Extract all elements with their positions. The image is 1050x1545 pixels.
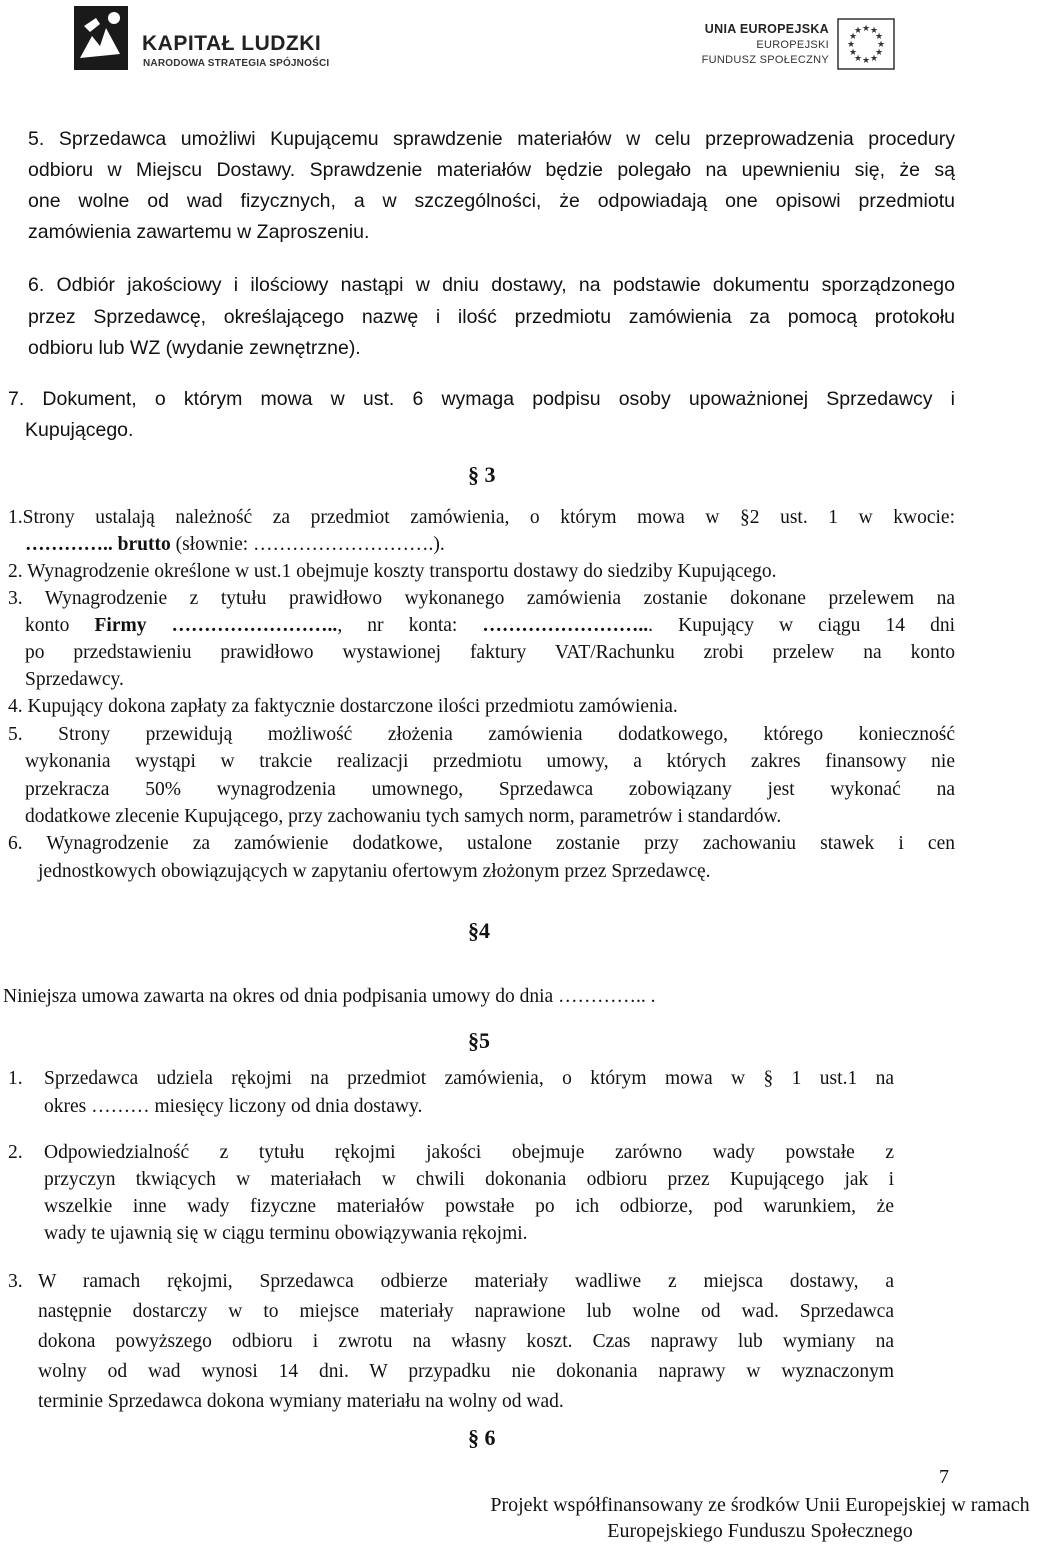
footer-line2: Europejskiego Funduszu Społecznego (607, 1520, 913, 1542)
s3-item3-line3: po przedstawieniu prawidłowo wystawionej faktury VAT/Rachunku zrobi przelew na konto (25, 642, 955, 663)
kapital-ludzki-emblem-icon (70, 6, 134, 74)
p6-line3: odbioru lub WZ (wydanie zewnętrzne). (28, 337, 361, 359)
s3-konto-label: konto (25, 615, 95, 636)
s3-item5-line4: dodatkowe zlecenie Kupującego, przy zachowaniu tych samych norm, parametrów i standardów. (25, 806, 782, 827)
s5-item2-line3: wszelkie inne wady fizyczne materiałów powstałe po ich odbiorze, pod warunkiem, że (44, 1196, 894, 1217)
p5-line4: zamówienia zawartemu w Zaproszeniu. (28, 221, 370, 243)
s3-account-number: …………………….. (482, 615, 649, 636)
s3-item6-line1: 6. Wynagrodzenie za zamówienie dodatkowe, ustalone zostanie przy zachowaniu stawek i cen (8, 833, 955, 854)
svg-text:★: ★ (848, 32, 858, 42)
p6-line2: przez Sprzedawcę, określającego nazwę i ilość przedmiotu zamówienia za pomocą protokołu (28, 306, 955, 328)
svg-text:★: ★ (853, 54, 863, 64)
p7-line2: Kupującego. (25, 419, 134, 441)
svg-text:★: ★ (846, 40, 856, 50)
s5-item3-number: 3. (8, 1271, 23, 1292)
s3-item5-line3: przekracza 50% wynagrodzenia umownego, Sprzedawca zobowiązany jest wykonać na (25, 779, 955, 800)
svg-text:★: ★ (853, 26, 863, 36)
s5-item3-line2: następnie dostarczy w to miejsce materiały naprawione lub wolne od wad. Sprzedawca (38, 1301, 894, 1322)
s5-item3-line1: W ramach rękojmi, Sprzedawca odbierze materiały wadliwe z miejsca dostawy, a (38, 1271, 894, 1292)
svg-text:★: ★ (869, 26, 879, 36)
s3-firm-name: Firmy …………………….. (94, 615, 338, 636)
svg-text:★: ★ (848, 48, 858, 58)
s3-account-label: , nr konta: (337, 615, 483, 636)
svg-text:★: ★ (874, 32, 884, 42)
svg-text:★: ★ (861, 56, 871, 66)
s3-item2: 2. Wynagrodzenie określone w ust.1 obejmuje koszty transportu dostawy do siedziby Kupującego. (8, 561, 777, 582)
p5-line2: odbioru w Miejscu Dostawy. Sprawdzenie materiałów będzie polegało na upewnieniu się, że są (28, 159, 955, 181)
eu-logo-line3: FUNDUSZ SPOŁECZNY (701, 54, 829, 66)
s3-payment-term: . Kupujący w ciągu 14 dni (648, 615, 955, 636)
s3-item5-line1: 5. Strony przewidują możliwość złożenia zamówienia dodatkowego, którego konieczność (8, 724, 955, 745)
s3-item3-line4: Sprzedawcy. (25, 669, 124, 690)
svg-text:★: ★ (876, 40, 886, 50)
s5-item1-line1: Sprzedawca udziela rękojmi na przedmiot zamówienia, o którym mowa w § 1 ust.1 na (44, 1068, 894, 1089)
eu-flag-icon (837, 18, 895, 70)
kapital-ludzki-title: KAPITAŁ LUDZKI (142, 32, 322, 55)
kapital-ludzki-logo (70, 6, 350, 78)
s3-item1-line1: 1.Strony ustalają należność za przedmiot zamówienia, o którym mowa w §2 ust. 1 w kwocie: (8, 507, 955, 528)
s5-item2-number: 2. (8, 1142, 23, 1163)
s5-item2-line1: Odpowiedzialność z tytułu rękojmi jakości obejmuje zarówno wady powstałe z (44, 1142, 894, 1163)
s3-item3-line2 (25, 614, 955, 638)
kapital-ludzki-subtitle: NARODOWA STRATEGIA SPÓJNOŚCI (143, 58, 330, 69)
s5-item3-line3: dokona powyższego odbioru i zwrotu na własny koszt. Czas naprawy lub wymiany na (38, 1331, 894, 1352)
s5-item1-number: 1. (8, 1068, 23, 1089)
p7-line1: 7. Dokument, o którym mowa w ust. 6 wymaga podpisu osoby upoważnionej Sprzedawcy i (8, 388, 955, 410)
s3-item5-line2: wykonania wystąpi w trakcie realizacji przedmiotu umowy, a których zakres finansowy nie (25, 751, 955, 772)
s4-text: Niniejsza umowa zawarta na okres od dnia podpisania umowy do dnia ………….. . (3, 986, 656, 1007)
s5-item2-line2: przyczyn tkwiących w materiałach w chwili dokonania odbioru przez Kupującego jak i (44, 1169, 894, 1190)
p5-line1: 5. Sprzedawca umożliwi Kupującemu sprawdzenie materiałów w celu przeprowadzenia procedury (28, 128, 955, 150)
section-5-heading: §5 (468, 1028, 490, 1053)
section-6-heading: § 6 (468, 1425, 496, 1450)
footer-line1: Projekt współfinansowany ze środków Unii Europejskiej w ramach (490, 1494, 1030, 1516)
s5-item2-line4: wady te ujawnią się w ciągu terminu obowiązywania rękojmi. (44, 1223, 528, 1244)
p5-line3: one wolne od wad fizycznych, a w szczególności, że odpowiadają one opisowi przedmiotu (28, 190, 955, 212)
s3-item4: 4. Kupujący dokona zapłaty za faktycznie dostarczone ilości przedmiotu zamówienia. (8, 696, 678, 717)
page-number: 7 (939, 1466, 949, 1488)
p6-line1: 6. Odbiór jakościowy i ilościowy nastąpi w dniu dostawy, na podstawie dokumentu sporządzonego (28, 274, 955, 296)
s3-amount-brutto: ………….. brutto (25, 534, 171, 555)
section-4-heading: §4 (468, 918, 490, 943)
s5-item1-line2: okres ……… miesięcy liczony od dnia dostawy. (44, 1096, 423, 1117)
s3-item1-line2 (25, 533, 445, 557)
s3-item6-line2: jednostkowych obowiązujących w zapytaniu ofertowym złożonym przez Sprzedawcę. (38, 861, 711, 882)
s5-item3-line5: terminie Sprzedawca dokona wymiany materiału na wolny od wad. (38, 1391, 564, 1412)
eu-logo-line2: EUROPEJSKI (756, 39, 829, 51)
eu-social-fund-logo (665, 14, 895, 74)
section-3-heading: § 3 (468, 462, 496, 487)
eu-logo-line1: UNIA EUROPEJSKA (704, 22, 829, 36)
s5-item3-line4: wolny od wad wynosi 14 dni. W przypadku nie dokonania naprawy w wyznaczonym (38, 1361, 894, 1382)
svg-text:★: ★ (874, 48, 884, 58)
s3-amount-words: (słownie: ……………………….). (170, 534, 445, 555)
svg-text:★: ★ (869, 54, 879, 64)
s3-item3-line1: 3. Wynagrodzenie z tytułu prawidłowo wykonanego zamówienia zostanie dokonane przelewem na (8, 588, 955, 609)
svg-text:★: ★ (861, 24, 871, 34)
